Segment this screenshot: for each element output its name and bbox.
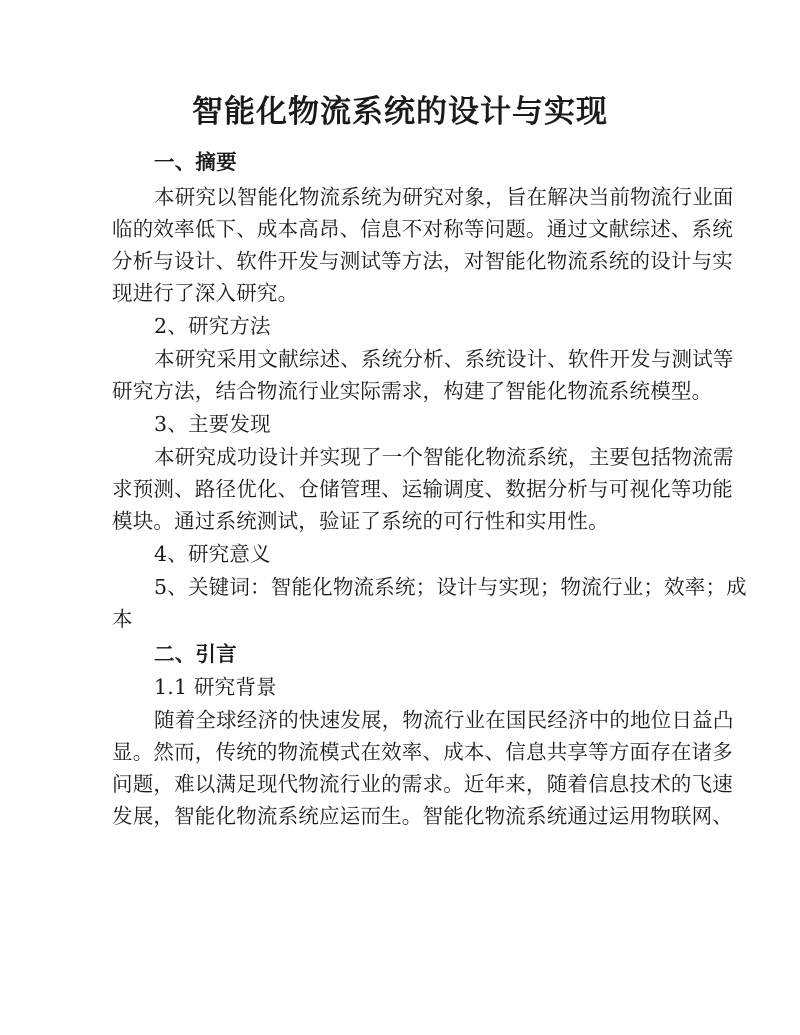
keywords-line: 5、关键词：智能化物流系统；设计与实现；物流行业；效率；成 <box>154 575 747 599</box>
keywords-line-continued: 本 <box>112 607 133 631</box>
abstract-paragraph-line: 分析与设计、软件开发与测试等方法，对智能化物流系统的设计与实 <box>112 249 733 273</box>
document-title: 智能化物流系统的设计与实现 <box>192 94 608 130</box>
section-heading-introduction: 二、引言 <box>154 642 237 666</box>
subheading-research-methods: 2、研究方法 <box>154 314 271 338</box>
findings-paragraph-line: 求预测、路径优化、仓储管理、运输调度、数据分析与可视化等功能 <box>112 477 733 501</box>
methods-paragraph-line: 本研究采用文献综述、系统分析、系统设计、软件开发与测试等 <box>154 347 734 371</box>
abstract-paragraph-line: 现进行了深入研究。 <box>112 281 299 305</box>
background-paragraph-line: 随着全球经济的快速发展，物流行业在国民经济中的地位日益凸 <box>154 708 734 732</box>
section-heading-abstract: 一、摘要 <box>154 150 237 174</box>
subheading-research-significance: 4、研究意义 <box>154 542 271 566</box>
findings-paragraph-line: 模块。通过系统测试，验证了系统的可行性和实用性。 <box>112 509 609 533</box>
methods-paragraph-line: 研究方法，结合物流行业实际需求，构建了智能化物流系统模型。 <box>112 379 713 403</box>
background-paragraph-line: 问题，难以满足现代物流行业的需求。近年来，随着信息技术的飞速 <box>112 772 733 796</box>
findings-paragraph-line: 本研究成功设计并实现了一个智能化物流系统，主要包括物流需 <box>154 445 734 469</box>
subheading-research-background: 1.1 研究背景 <box>154 675 277 699</box>
document-body <box>112 146 747 832</box>
background-paragraph-line: 发展，智能化物流系统应运而生。智能化物流系统通过运用物联网、 <box>112 804 733 828</box>
abstract-paragraph-line: 本研究以智能化物流系统为研究对象，旨在解决当前物流行业面 <box>154 185 734 209</box>
background-paragraph-line: 显。然而，传统的物流模式在效率、成本、信息共享等方面存在诸多 <box>112 740 733 764</box>
subheading-main-findings: 3、主要发现 <box>154 412 271 436</box>
abstract-paragraph-line: 临的效率低下、成本高昂、信息不对称等问题。通过文献综述、系统 <box>112 217 733 241</box>
